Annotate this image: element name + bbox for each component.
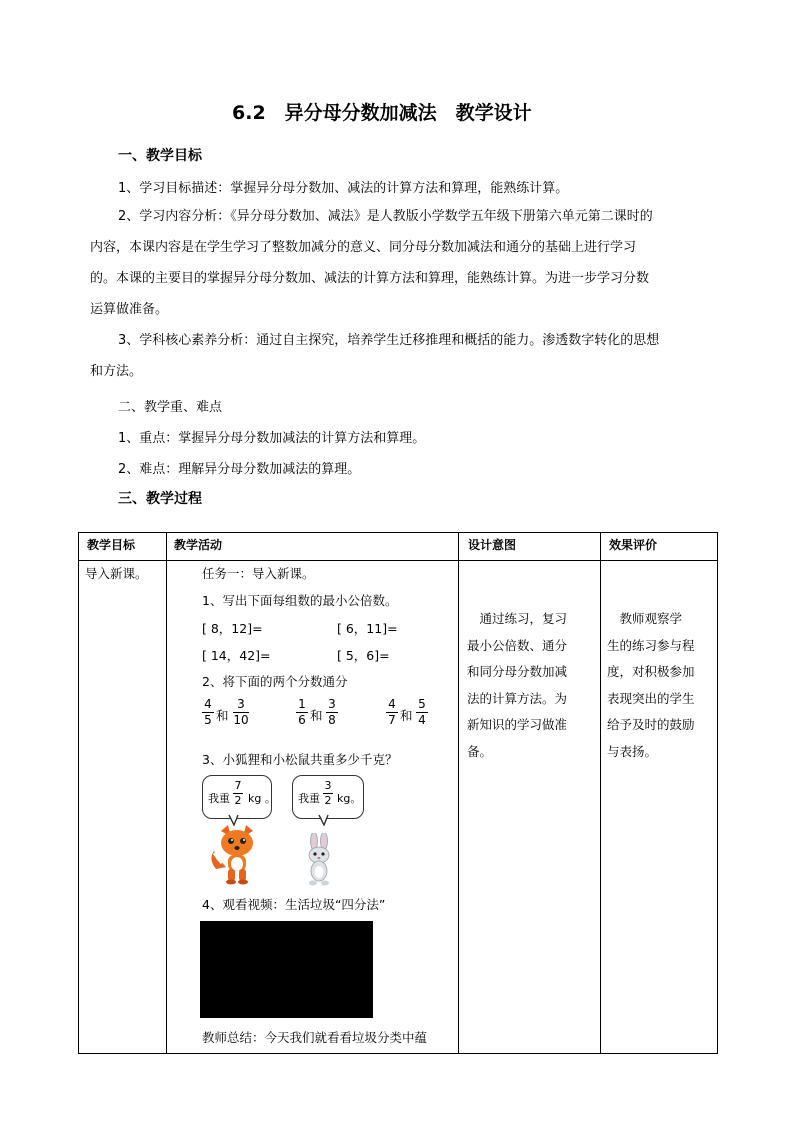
text-line: 法的计算方法。为 [467,690,568,706]
key-point-2: 2、难点：理解异分母分数加减法的算理。 [118,462,361,477]
section-heading-process: 三、教学过程 [118,491,202,507]
bubble-text: 我重 [298,792,320,805]
lcm-item: [ 8，12]= [202,621,263,636]
text-line: 新知识的学习做准 [467,717,568,732]
text-line: 与表扬。 [607,743,658,759]
fox-icon [208,823,266,885]
section-heading-goals: 一、教学目标 [118,148,202,164]
fraction [323,780,333,807]
question-4: 4、观看视频：生活垃圾“四分法” [202,897,386,912]
text-line: 和方法。 [90,364,143,379]
text-line: 2、学习内容分析：《异分母分数加、减法》是人教版小学数学五年级下册第六单元第二课时的 [118,209,653,224]
fraction [326,698,338,727]
numerator: 4 [204,697,212,711]
text-line: 教师观察学 [607,611,683,626]
evaluation-cell [607,606,695,765]
paragraph-core-literacy [90,325,659,387]
numerator: 1 [298,697,306,711]
question-2: 2、将下面的两个分数通分 [202,674,348,689]
fraction [296,698,308,727]
numerator: 5 [418,697,426,711]
denominator: 10 [233,713,249,727]
question-1: 1、写出下面每组数的最小公倍数。 [202,593,398,608]
and-word: 和 [216,708,229,723]
text-line: 内容，本课内容是在学生学习了整数加减分的意义、同分母分数加减法和通分的基础上进行学习 [90,240,637,255]
denominator: 6 [298,713,306,727]
denominator: 4 [418,713,426,727]
text-line: 给予及时的鼓励 [607,717,695,732]
text-line: 通过练习，复习 [467,611,568,626]
text-line: 最小公倍数、通分 [467,637,568,653]
column-divider [166,533,167,1053]
text-line: 生的练习参与程 [607,637,695,653]
numerator: 3 [324,779,332,792]
numerator: 3 [328,697,336,711]
header-intent: 设计意图 [468,538,517,552]
paragraph-content-analysis [90,201,653,325]
denominator: 5 [204,713,212,727]
denominator: 2 [234,794,242,807]
numerator: 3 [237,697,245,711]
text-line: 运算做准备。 [90,302,169,317]
column-divider [458,533,459,1053]
numerator: 7 [234,779,242,792]
question-3: 3、小狐狸和小松鼠共重多少千克？ [202,752,398,767]
header-goal: 教学目标 [87,538,136,552]
rabbit-icon [300,833,338,887]
text-line: 的。本课的主要目的掌握异分母分数加、减法的计算方法和算理，能熟练计算。为进一步学习分数 [90,271,650,286]
bubble-unit: kg。 [337,792,362,805]
fraction [233,780,243,807]
and-word: 和 [310,708,323,723]
text-line: 度，对积极参加 [607,664,695,679]
video-player[interactable] [200,921,373,1018]
numerator: 4 [388,697,396,711]
page-title: 6.2 异分母分数加减法 教学设计 [232,102,532,124]
bubble-unit: kg 。 [248,792,276,805]
fraction [233,698,249,727]
paragraph-goal-description: 1、学习目标描述：掌握异分母分数加、减法的计算方法和算理，能熟练计算。 [118,181,569,196]
column-divider [600,533,601,1053]
text-line: 3、学科核心素养分析：通过自主探究，培养学生迁移推理和概括的能力。渗透数字转化的思想 [118,333,660,348]
goal-cell: 导入新课。 [85,566,148,581]
task-title: 任务一：导入新课。 [202,566,315,581]
text-line: 和同分母分数加减 [467,664,568,679]
bubble-text: 我重 [208,792,230,805]
bubble-tail-icon [318,814,332,826]
fraction [202,698,214,727]
fraction [386,698,398,727]
text-line: 表现突出的学生 [607,690,695,706]
header-activity: 教学活动 [174,538,223,552]
key-point-1: 1、重点：掌握异分母分数加减法的计算方法和算理。 [118,431,426,446]
teacher-summary: 教师总结：今天我们就看看垃圾分类中蕴 [202,1030,428,1045]
design-intent-cell [467,606,567,765]
section-heading-key-points: 二、教学重、难点 [118,400,223,415]
header-evaluation: 效果评价 [609,538,658,552]
lcm-item: [ 6，11]= [337,621,398,636]
lcm-item: [ 5，6]= [337,648,390,663]
denominator: 2 [324,794,332,807]
and-word: 和 [400,708,413,723]
fraction [416,698,428,727]
text-line: 备。 [467,743,493,759]
denominator: 8 [328,713,336,727]
header-divider [79,560,717,561]
lcm-item: [ 14，42]= [202,648,271,663]
denominator: 7 [388,713,396,727]
